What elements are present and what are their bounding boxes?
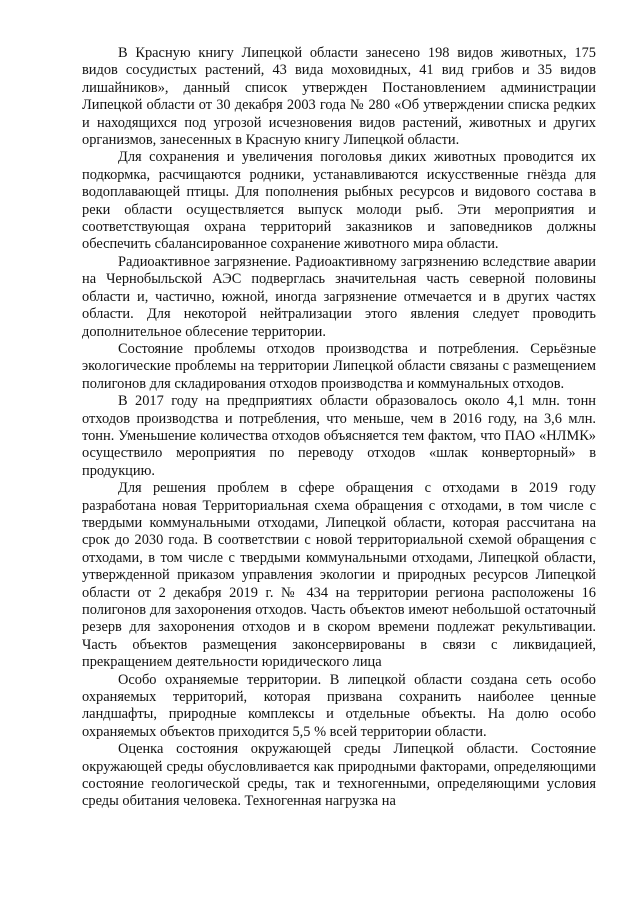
paragraph-radioactive-contamination: Радиоактивное загрязнение. Радиоактивному загрязнению вследствие аварии на Чернобыльской АЭС подверглась значительная часть северной половины области и, частично, южной, иногда загрязнение отмечается и в других частях области. Для некоторой нейтрализации этого явления следует проводить дополнительное облесение территории. bbox=[82, 253, 596, 340]
paragraph-environment-assessment: Оценка состояния окружающей среды Липецкой области. Состояние окружающей среды обусловливается как природными факторами, определяющими состояние геологической среды, так и техногенными, определяющими условия среды обитания человека. Техногенная нагрузка на bbox=[82, 741, 596, 810]
paragraph-waste-problem: Состояние проблемы отходов производства и потребления. Серьёзные экологические проблемы на территории Липецкой области связаны с размещением полигонов для складирования отходов производства и коммунальных отходов. bbox=[82, 340, 596, 392]
paragraph-wildlife-conservation: Для сохранения и увеличения поголовья диких животных проводится их подкормка, расчищаются родники, устанавливаются искусственные гнёзда для водоплавающей птицы. Для пополнения рыбных ресурсов и видового состава в реки области осуществляется выпуск молоди рыб. Эти мероприятия и соответствующая охрана территорий заказников и заповедников должны обеспечить сбалансированное сохранение животного мира области. bbox=[82, 149, 596, 253]
paragraph-red-book: В Красную книгу Липецкой области занесено 198 видов животных, 175 видов сосудистых растений, 43 вида моховидных, 41 вид грибов и 35 видов лишайников», данный список утвержден Постановлением администрации Липецкой области от 30 декабря 2003 года № 280 «Об утверждении списка редких и находящихся под угрозой исчезновения видов растений, животных и других организмов, занесенных в Красную книгу Липецкой области. bbox=[82, 45, 596, 149]
paragraph-waste-2017: В 2017 году на предприятиях области образовалось около 4,1 млн. тонн отходов производства и потребления, что меньше, чем в 2016 году, на 3,6 млн. тонн. Уменьшение количества отходов объясняется тем фактом, что ПАО «НЛМК» осуществило мероприятия по переводу отходов «шлак конверторный» в продукцию. bbox=[82, 393, 596, 479]
paragraph-protected-areas: Особо охраняемые территории. В липецкой области создана сеть особо охраняемых территорий, которая призвана сохранить наиболее ценные ландшафты, природные комплексы и отдельные объекты. На долю особо охраняемых объектов приходится 5,5 % всей территории области. bbox=[82, 671, 596, 740]
document-page bbox=[82, 45, 596, 811]
paragraph-waste-scheme: Для решения проблем в сфере обращения с отходами в 2019 году разработана новая Территориальная схема обращения с отходами, в том числе с твердыми коммунальными отходами, Липецкой области, которая рассчитана на срок до 2030 года. В соответствии с новой территориальной схемой обращения с отходами, в том числе с твердыми коммунальными отходами, Липецкой области, утвержденной приказом управления экологии и природных ресурсов Липецкой области от 2 декабря 2019 г. № 434 на территории региона расположены 16 полигонов для захоронения отходов. Часть объектов имеют небольшой остаточный резерв для захоронения отходов и в скором времени подлежат рекультивации. Часть объектов размещения законсервированы в связи с ликвидацией, прекращением деятельности юридического лица bbox=[82, 480, 596, 671]
